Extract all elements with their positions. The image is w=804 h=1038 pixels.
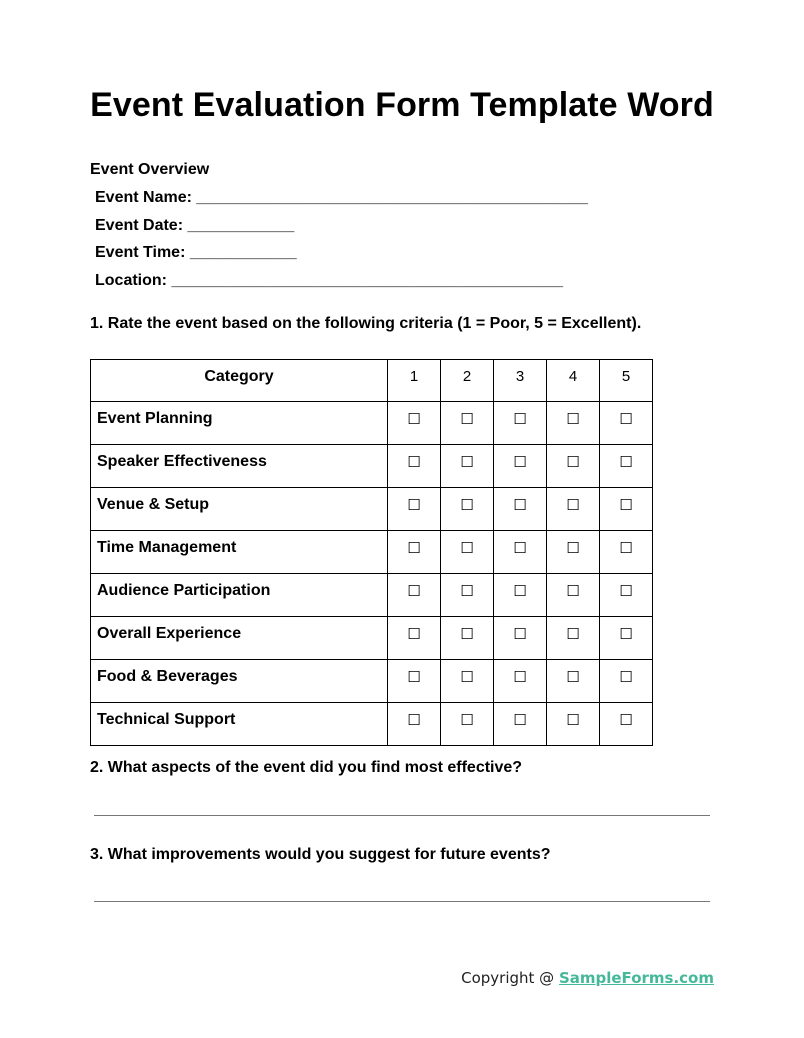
rating-score-cell	[388, 574, 441, 617]
rating-category-label: Food & Beverages	[97, 668, 238, 685]
rating-score-cell	[547, 488, 600, 531]
rating-score-cell	[494, 660, 547, 703]
rating-checkbox[interactable]: ☐	[619, 626, 633, 643]
rating-checkbox[interactable]: ☐	[513, 411, 527, 428]
rating-row	[91, 531, 653, 574]
score-5-header: 5	[600, 360, 653, 402]
rating-checkbox[interactable]: ☐	[460, 712, 474, 729]
rating-category-label: Speaker Effectiveness	[97, 453, 267, 470]
rating-score-cell	[547, 531, 600, 574]
rating-checkbox[interactable]: ☐	[619, 497, 633, 514]
rating-score-cell	[494, 488, 547, 531]
rating-checkbox[interactable]: ☐	[513, 540, 527, 557]
rating-score-cell	[388, 703, 441, 746]
rating-checkbox[interactable]: ☐	[513, 712, 527, 729]
rating-category-label: Technical Support	[97, 711, 236, 728]
rating-row	[91, 445, 653, 488]
rating-category-cell	[91, 574, 388, 617]
rating-score-cell	[600, 703, 653, 746]
rating-checkbox[interactable]: ☐	[513, 497, 527, 514]
rating-row	[91, 660, 653, 703]
event-date-field[interactable]: Event Date: ____________	[95, 217, 295, 234]
rating-checkbox[interactable]: ☐	[619, 669, 633, 686]
event-overview-heading: Event Overview	[90, 161, 210, 178]
rating-category-cell	[91, 617, 388, 660]
rating-score-cell	[388, 660, 441, 703]
rating-score-cell	[547, 402, 600, 445]
rating-checkbox[interactable]: ☐	[407, 540, 421, 557]
rating-score-cell	[441, 488, 494, 531]
rating-checkbox[interactable]: ☐	[566, 411, 580, 428]
rating-score-cell	[547, 660, 600, 703]
rating-table	[90, 359, 653, 746]
copyright-footer	[461, 969, 714, 987]
rating-category-label: Event Planning	[97, 410, 213, 427]
rating-row	[91, 402, 653, 445]
rating-checkbox[interactable]: ☐	[460, 454, 474, 471]
rating-checkbox[interactable]: ☐	[566, 497, 580, 514]
rating-score-cell	[441, 445, 494, 488]
rating-score-cell	[547, 703, 600, 746]
rating-checkbox[interactable]: ☐	[513, 583, 527, 600]
rating-row	[91, 574, 653, 617]
event-time-field[interactable]: Event Time: ____________	[95, 244, 297, 261]
category-column-header: Category	[91, 360, 388, 402]
rating-checkbox[interactable]: ☐	[566, 583, 580, 600]
rating-row	[91, 617, 653, 660]
rating-checkbox[interactable]: ☐	[513, 626, 527, 643]
question-3: 3. What improvements would you suggest for future events?	[90, 846, 551, 863]
rating-category-cell	[91, 445, 388, 488]
rating-checkbox[interactable]: ☐	[460, 411, 474, 428]
rating-category-cell	[91, 402, 388, 445]
rating-score-cell	[547, 617, 600, 660]
rating-score-cell	[388, 531, 441, 574]
score-2-header: 2	[441, 360, 494, 402]
rating-checkbox[interactable]: ☐	[460, 583, 474, 600]
rating-checkbox[interactable]: ☐	[619, 712, 633, 729]
rating-checkbox[interactable]: ☐	[513, 669, 527, 686]
rating-score-cell	[600, 531, 653, 574]
question-3-answer-line[interactable]	[94, 901, 710, 902]
sampleforms-link[interactable]: SampleForms.com	[558, 969, 714, 987]
rating-row	[91, 488, 653, 531]
rating-checkbox[interactable]: ☐	[460, 540, 474, 557]
rating-checkbox[interactable]: ☐	[407, 669, 421, 686]
rating-score-cell	[600, 574, 653, 617]
rating-checkbox[interactable]: ☐	[566, 454, 580, 471]
question-2: 2. What aspects of the event did you find most effective?	[90, 759, 523, 776]
rating-score-cell	[441, 617, 494, 660]
rating-checkbox[interactable]: ☐	[619, 583, 633, 600]
rating-checkbox[interactable]: ☐	[407, 454, 421, 471]
score-4-header: 4	[547, 360, 600, 402]
rating-checkbox[interactable]: ☐	[407, 411, 421, 428]
rating-score-cell	[600, 488, 653, 531]
rating-score-cell	[388, 402, 441, 445]
rating-category-label: Time Management	[97, 539, 237, 556]
question-1: 1. Rate the event based on the following criteria (1 = Poor, 5 = Excellent).	[90, 315, 642, 332]
rating-score-cell	[600, 445, 653, 488]
rating-checkbox[interactable]: ☐	[566, 626, 580, 643]
rating-score-cell	[600, 617, 653, 660]
rating-score-cell	[547, 445, 600, 488]
rating-checkbox[interactable]: ☐	[513, 454, 527, 471]
rating-checkbox[interactable]: ☐	[619, 454, 633, 471]
event-name-field[interactable]: Event Name: ____________________________________________	[95, 189, 588, 206]
score-3-header: 3	[494, 360, 547, 402]
copyright-prefix: Copyright @	[461, 969, 559, 987]
rating-checkbox[interactable]: ☐	[566, 669, 580, 686]
rating-score-cell	[494, 445, 547, 488]
rating-category-cell	[91, 660, 388, 703]
rating-score-cell	[388, 445, 441, 488]
rating-category-cell	[91, 488, 388, 531]
rating-score-cell	[600, 660, 653, 703]
rating-score-cell	[494, 703, 547, 746]
rating-score-cell	[494, 531, 547, 574]
rating-category-cell	[91, 531, 388, 574]
rating-score-cell	[494, 617, 547, 660]
question-2-answer-line[interactable]	[94, 815, 710, 816]
rating-score-cell	[547, 574, 600, 617]
rating-category-label: Audience Participation	[97, 582, 271, 599]
score-1-header: 1	[388, 360, 441, 402]
rating-checkbox[interactable]: ☐	[407, 626, 421, 643]
rating-table-header	[91, 360, 653, 402]
rating-score-cell	[441, 574, 494, 617]
rating-score-cell	[388, 617, 441, 660]
rating-checkbox[interactable]: ☐	[566, 540, 580, 557]
rating-checkbox[interactable]: ☐	[460, 669, 474, 686]
rating-checkbox[interactable]: ☐	[407, 712, 421, 729]
rating-checkbox[interactable]: ☐	[619, 540, 633, 557]
rating-category-cell	[91, 703, 388, 746]
rating-score-cell	[600, 402, 653, 445]
rating-score-cell	[441, 531, 494, 574]
rating-checkbox[interactable]: ☐	[619, 411, 633, 428]
rating-score-cell	[441, 703, 494, 746]
rating-row	[91, 703, 653, 746]
rating-checkbox[interactable]: ☐	[407, 583, 421, 600]
rating-category-label: Overall Experience	[97, 625, 242, 642]
location-field[interactable]: Location: ____________________________________________	[95, 272, 563, 289]
rating-score-cell	[441, 660, 494, 703]
rating-score-cell	[494, 402, 547, 445]
rating-checkbox[interactable]: ☐	[407, 497, 421, 514]
rating-category-label: Venue & Setup	[97, 496, 210, 513]
rating-score-cell	[494, 574, 547, 617]
rating-checkbox[interactable]: ☐	[460, 497, 474, 514]
rating-checkbox[interactable]: ☐	[566, 712, 580, 729]
rating-score-cell	[441, 402, 494, 445]
rating-score-cell	[388, 488, 441, 531]
page-title: Event Evaluation Form Template Word	[90, 86, 714, 124]
rating-checkbox[interactable]: ☐	[460, 626, 474, 643]
